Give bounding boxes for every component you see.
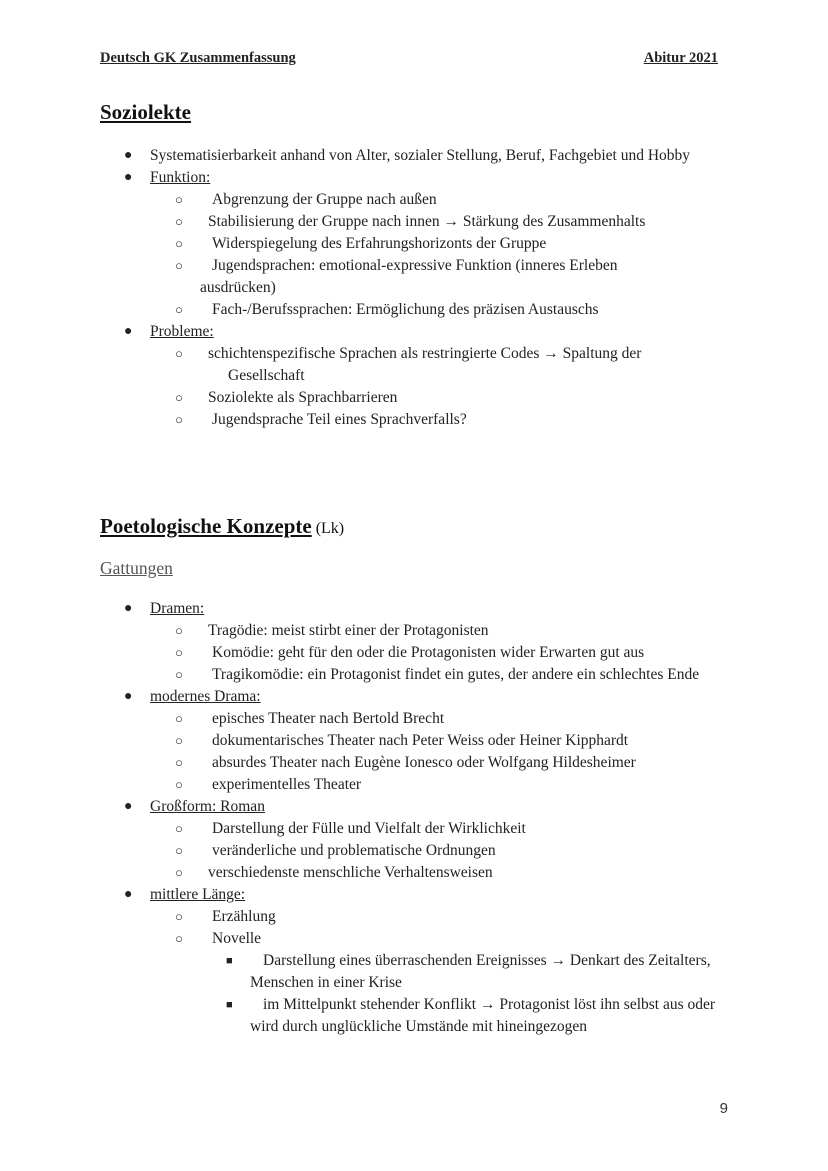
circle-bullet-icon: ○ (175, 346, 183, 361)
list-item: ○ Abgrenzung der Gruppe nach außen (0, 189, 710, 211)
circle-bullet-icon: ○ (175, 645, 183, 660)
section-title-suffix: (Lk) (315, 520, 345, 537)
list-item: ○ Tragikomödie: ein Protagonist findet ein gutes, der andere ein schlechtes Ende (0, 664, 710, 686)
bullet-icon: ● (124, 887, 133, 902)
soziolekte-list (0, 145, 710, 431)
list-item: ○ absurdes Theater nach Eugène Ionesco oder Wolfgang Hildesheimer (0, 752, 710, 774)
list-item: ○ Tragödie: meist stirbt einer der Protagonisten (0, 620, 710, 642)
list-item: ○ Novelle (0, 928, 710, 950)
bullet-icon: ● (124, 148, 133, 163)
bullet-icon: ● (124, 689, 133, 704)
circle-bullet-icon: ○ (175, 192, 183, 207)
list-item: ○ experimentelles Theater (0, 774, 710, 796)
section-title-poetologische-konzepte: Poetologische Konzepte (Lk) (100, 514, 345, 538)
circle-bullet-icon: ○ (175, 931, 183, 946)
page-number: 9 (719, 1100, 728, 1117)
bullet-icon: ● (124, 601, 133, 616)
list-item: ○ schichtenspezifische Sprachen als restringierte Codes → Spaltung der Gesellschaft (175, 345, 642, 384)
square-bullet-icon: ■ (226, 955, 233, 967)
circle-bullet-icon: ○ (175, 302, 183, 317)
list-item: ○ Widerspiegelung des Erfahrungshorizonts der Gruppe (0, 233, 710, 255)
list-item: ○ Komödie: geht für den oder die Protagonisten wider Erwarten gut aus (0, 642, 710, 664)
circle-bullet-icon: ○ (175, 667, 183, 682)
bullet-icon: ● (124, 799, 133, 814)
list-item: ■ im Mittelpunkt stehender Konflikt → Protagonist löst ihn selbst aus oder wird durch unglückliche Umstände mit hineingezogen (226, 996, 716, 1035)
list-item: ○ episches Theater nach Bertold Brecht (0, 708, 710, 730)
header-year: Abitur 2021 (643, 50, 718, 66)
list-item: ○ Fach-/Berufssprachen: Ermöglichung des präzisen Austauschs (0, 299, 710, 321)
list-item-modernes-drama: ● modernes Drama: (0, 686, 710, 708)
circle-bullet-icon: ○ (175, 843, 183, 858)
circle-bullet-icon: ○ (175, 777, 183, 792)
list-item: ○ dokumentarisches Theater nach Peter Weiss oder Heiner Kipphardt (0, 730, 710, 752)
circle-bullet-icon: ○ (175, 258, 183, 273)
list-item-probleme: ● Probleme: (0, 321, 710, 343)
gattungen-list (0, 598, 720, 1038)
circle-bullet-icon: ○ (175, 733, 183, 748)
circle-bullet-icon: ○ (175, 214, 183, 229)
list-item: ○ Jugendsprachen: emotional-expressive Funktion (inneres Erleben ausdrücken) (175, 257, 618, 296)
square-bullet-icon: ■ (226, 999, 233, 1011)
header-title: Deutsch GK Zusammenfassung (100, 50, 296, 66)
circle-bullet-icon: ○ (175, 821, 183, 836)
bullet-icon: ● (124, 170, 133, 185)
list-item-dramen: ● Dramen: (0, 598, 710, 620)
list-item: ■ Darstellung eines überraschenden Ereignisses → Denkart des Zeitalters, Menschen in einer Krise (226, 952, 711, 991)
list-item: ○ veränderliche und problematische Ordnungen (0, 840, 710, 862)
circle-bullet-icon: ○ (175, 623, 183, 638)
circle-bullet-icon: ○ (175, 390, 183, 405)
circle-bullet-icon: ○ (175, 236, 183, 251)
list-item: ○ Stabilisierung der Gruppe nach innen → Stärkung des Zusammenhalts (0, 211, 710, 233)
list-item-roman: ● Großform: Roman (0, 796, 710, 818)
circle-bullet-icon: ○ (175, 711, 183, 726)
list-item: ○ verschiedenste menschliche Verhaltensweisen (0, 862, 710, 884)
section-title-soziolekte: Soziolekte (100, 100, 191, 124)
circle-bullet-icon: ○ (175, 412, 183, 427)
circle-bullet-icon: ○ (175, 865, 183, 880)
list-item-funktion: ● Funktion: (0, 167, 710, 189)
subtitle-gattungen: Gattungen (100, 558, 173, 578)
list-item: ○ Erzählung (0, 906, 710, 928)
bullet-icon: ● (124, 324, 133, 339)
list-item: ○ Jugendsprache Teil eines Sprachverfalls? (0, 409, 710, 431)
list-item: ● Systematisierbarkeit anhand von Alter, sozialer Stellung, Beruf, Fachgebiet und Hobby (0, 145, 710, 167)
circle-bullet-icon: ○ (175, 755, 183, 770)
list-item: ○ Soziolekte als Sprachbarrieren (0, 387, 710, 409)
list-item-mittlere-laenge: ● mittlere Länge: (0, 884, 710, 906)
list-item: ○ Darstellung der Fülle und Vielfalt der Wirklichkeit (0, 818, 710, 840)
circle-bullet-icon: ○ (175, 909, 183, 924)
